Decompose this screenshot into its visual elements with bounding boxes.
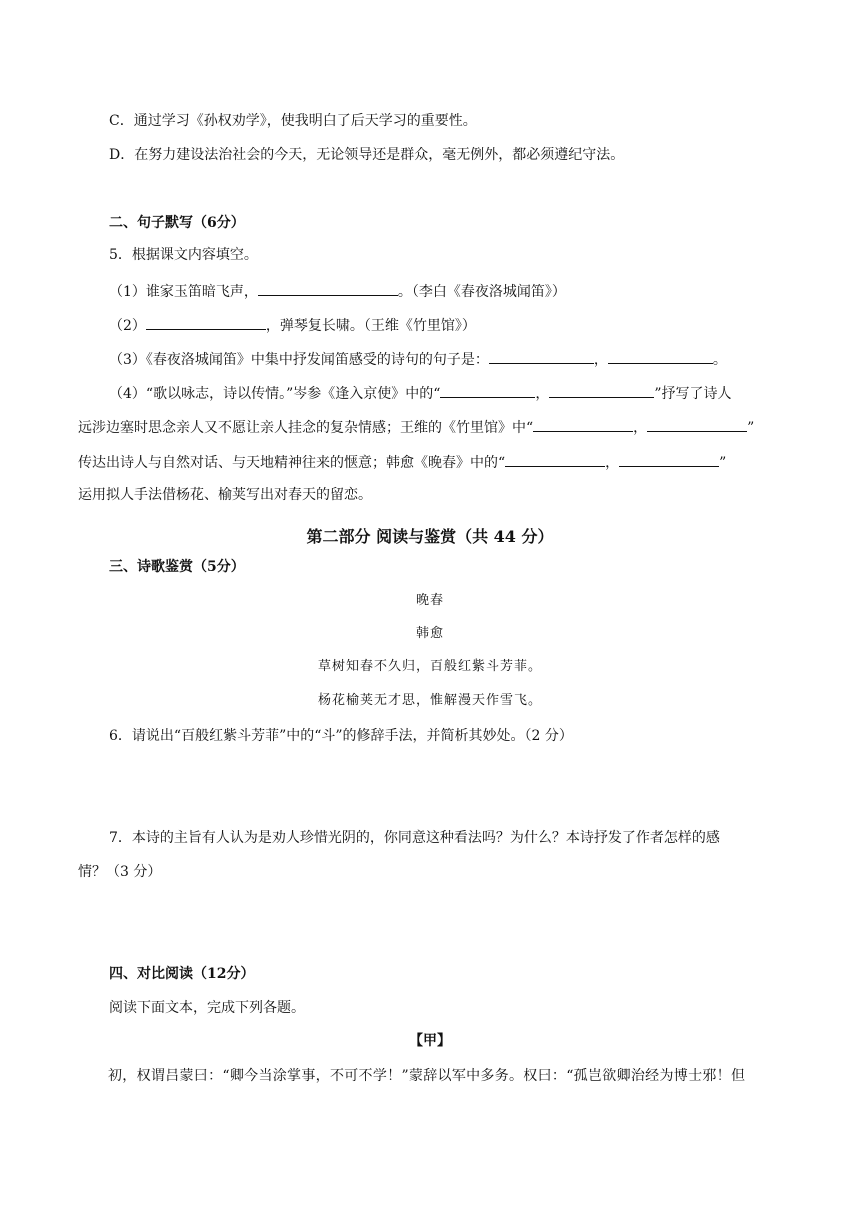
section-heading-poetry: 三、诗歌鉴赏（5分）	[109, 559, 245, 575]
comma: ，	[605, 455, 620, 471]
q5-item-4-line-3	[78, 451, 726, 473]
item4-line2-text: 远涉边塞时思念亲人又不愿让亲人挂念的复杂情感；王维的《竹里馆》中“	[78, 420, 534, 436]
item4-text-end: ”抒写了诗人	[654, 386, 732, 402]
reading-instructions: 阅读下面文本，完成下列各题。	[109, 1000, 305, 1016]
q5-item-4-line-4: 运用拟人手法借杨花、榆荚写出对春天的留恋。	[78, 487, 372, 503]
q5-item-1	[109, 280, 566, 302]
poem-title: 晚春	[415, 593, 444, 608]
q5-item-4-line-2	[78, 416, 754, 438]
part-2-title: 第二部分 阅读与鉴赏（共 44 分）	[306, 527, 554, 546]
question-6: 6．请说出“百般红紫斗芳菲”中的“斗”的修辞手法，并简析其妙处。（2 分）	[109, 728, 573, 744]
q5-item-4-line-1	[109, 382, 732, 404]
poem-line-2: 杨花榆荚无才思，惟解漫天作雪飞。	[317, 693, 542, 708]
answer-blank[interactable]	[608, 348, 713, 364]
answer-blank[interactable]	[258, 280, 398, 296]
item4-line3-text: 传达出诗人与自然对话、与天地精神往来的惬意；韩愈《晚春》中的“	[78, 455, 506, 471]
answer-blank[interactable]	[549, 382, 654, 398]
option-c: C．通过学习《孙权劝学》，使我明白了后天学习的重要性。	[109, 113, 477, 129]
question-7-line-2: 情？（3 分）	[78, 864, 162, 880]
item1-text: （1）谁家玉笛暗飞声，	[109, 284, 258, 300]
question-5: 5．根据课文内容填空。	[109, 247, 258, 263]
item1-source: 。（李白《春夜洛城闻笛》）	[397, 284, 566, 300]
answer-blank[interactable]	[146, 314, 266, 330]
item2-label: （2）	[109, 318, 146, 334]
quote-close: ”	[719, 455, 727, 471]
option-d: D．在努力建设法治社会的今天，无论领导还是群众，毫无例外，都必须遵纪守法。	[109, 147, 625, 163]
passage-label-jia: 【甲】	[409, 1033, 451, 1049]
question-7-line-1: 7．本诗的主旨有人认为是劝人珍惜光阴的，你同意这种看法吗？为什么？本诗抒发了作者怎样的感	[109, 830, 720, 846]
answer-blank[interactable]	[505, 451, 605, 467]
quote-close: ”	[747, 420, 755, 436]
poem-author: 韩愈	[415, 626, 444, 641]
answer-blank[interactable]	[489, 348, 594, 364]
answer-blank[interactable]	[440, 382, 535, 398]
comma: ，	[633, 420, 648, 436]
answer-blank[interactable]	[533, 416, 633, 432]
section-heading-dictation: 二、句子默写（6分）	[109, 215, 245, 231]
q5-item-2	[109, 314, 476, 336]
answer-blank[interactable]	[647, 416, 747, 432]
q5-item-3	[109, 348, 727, 370]
period: 。	[712, 352, 727, 368]
passage-text-line-1: 初，权谓吕蒙曰：“卿今当涂掌事，不可不学！”蒙辞以军中多务。权曰：“孤岂欲卿治经为博士邪！但	[108, 1068, 746, 1084]
item3-text: （3）《春夜洛城闻笛》中集中抒发闻笛感受的诗句的句子是：	[109, 352, 489, 368]
item4-text: （4）“歌以咏志，诗以传情。”岑参《逢入京使》中的“	[109, 386, 441, 402]
poem-line-1: 草树知春不久归，百般红紫斗芳菲。	[317, 659, 542, 674]
answer-blank[interactable]	[619, 451, 719, 467]
section-heading-comparative-reading: 四、对比阅读（12分）	[109, 966, 255, 982]
item2-text: ，弹琴复长啸。（王维《竹里馆》）	[265, 318, 476, 334]
comma: ，	[593, 352, 608, 368]
comma: ，	[535, 386, 550, 402]
